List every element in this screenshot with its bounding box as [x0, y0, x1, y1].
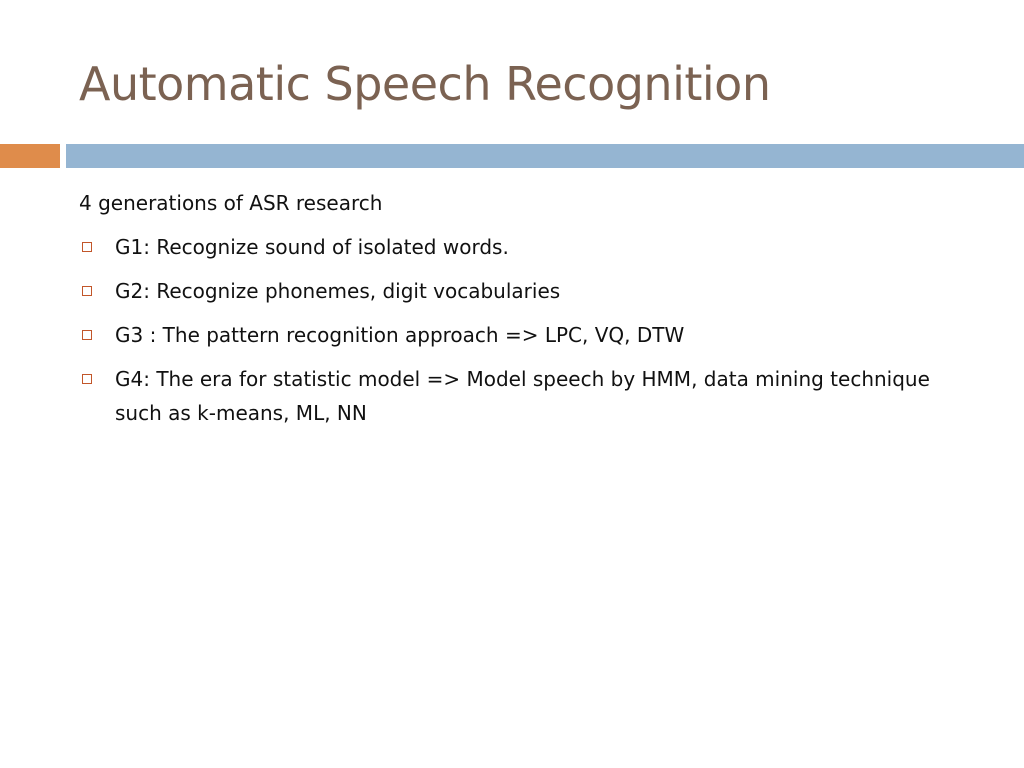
slide-content: [79, 186, 979, 440]
bullet-text: G3 : The pattern recognition approach => LPC, VQ, DTW: [115, 323, 685, 347]
bullet-item: [79, 318, 979, 352]
bullet-item: [79, 230, 979, 264]
accent-bar-orange: [0, 144, 60, 168]
bullet-item: [79, 274, 979, 308]
bullet-text: G2: Recognize phonemes, digit vocabularies: [115, 279, 561, 303]
bullet-text: G4: The era for statistic model => Model speech by HMM, data mining technique such as k-means, ML, NN: [115, 367, 930, 425]
square-bullet-icon: [82, 286, 92, 296]
square-bullet-icon: [82, 242, 92, 252]
bullet-list: [79, 230, 979, 430]
accent-bar-blue: [66, 144, 1024, 168]
intro-text: 4 generations of ASR research: [79, 191, 383, 215]
square-bullet-icon: [82, 374, 92, 384]
slide-title: Automatic Speech Recognition: [79, 57, 771, 111]
bullet-item: [79, 362, 979, 430]
bullet-text: G1: Recognize sound of isolated words.: [115, 235, 509, 259]
square-bullet-icon: [82, 330, 92, 340]
